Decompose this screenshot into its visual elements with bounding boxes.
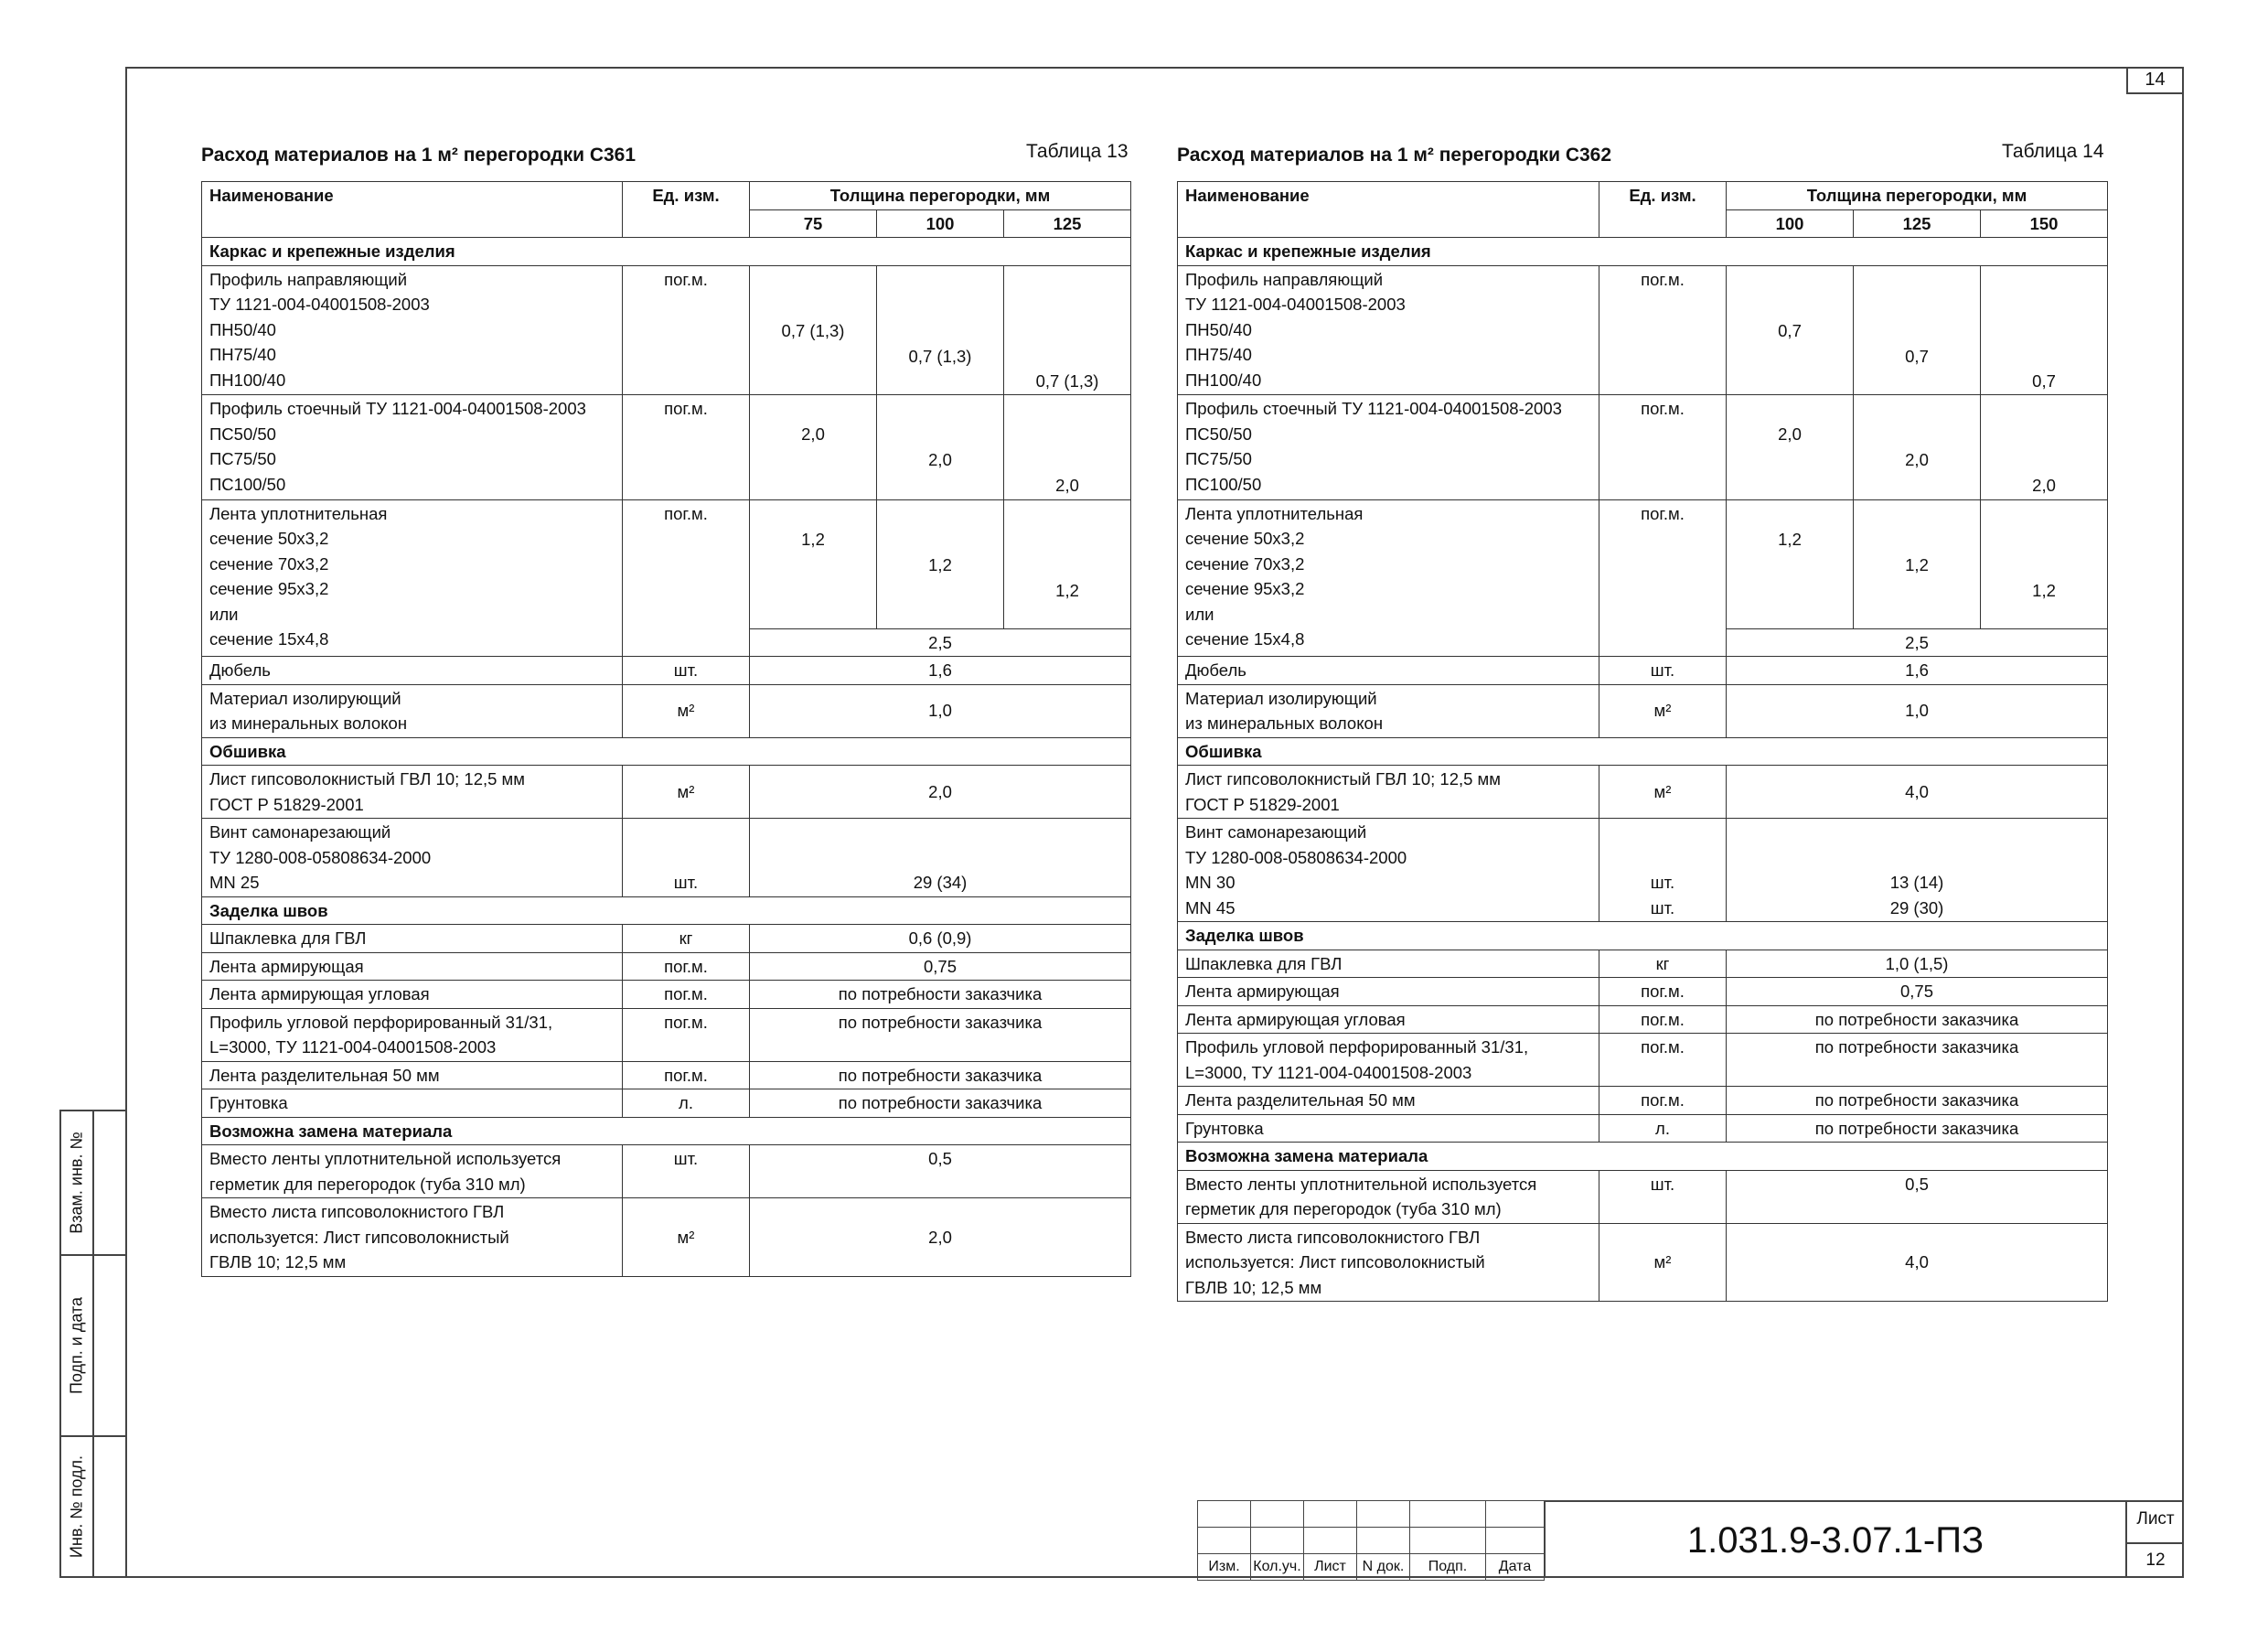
t14-r7-unit: шт. шт. <box>1599 819 1727 922</box>
side-label-1: Взам. инв. № <box>67 1132 86 1234</box>
t13-section: Заделка швов <box>202 896 1131 925</box>
side-cell-1 <box>59 1110 125 1256</box>
top-sheet-number: 14 <box>2126 67 2184 94</box>
t13-r9-unit: пог.м. <box>623 952 750 981</box>
side-stamp <box>59 1110 125 1578</box>
document-code: 1.031.9-3.07.1-ПЗ <box>1544 1500 2125 1578</box>
t13-col-2: 100 <box>877 209 1004 238</box>
t13-r15-unit: м² <box>623 1198 750 1277</box>
t14-r2-v1: 2,0 <box>1727 395 1854 500</box>
t14-r15-v: 4,0 <box>1727 1223 2108 1302</box>
t13-r7-v: 29 (34) <box>750 819 1131 897</box>
t14-r3-alt: 2,5 <box>1727 628 2108 657</box>
title-block <box>1197 1500 2184 1578</box>
t13-r10-v: по потребности заказчика <box>750 981 1131 1009</box>
t14-col-3: 150 <box>1981 209 2108 238</box>
side-label-3: Инв. № подл. <box>67 1454 86 1559</box>
stamp-col-list: Лист <box>1304 1554 1357 1581</box>
t14-r13-unit: л. <box>1599 1114 1727 1143</box>
t13-r2-unit: пог.м. <box>623 395 750 500</box>
t13-r13-name: Грунтовка <box>202 1089 623 1118</box>
t14-r6-name: Лист гипсоволокнистый ГВЛ 10; 12,5 мм ГОСТ Р 51829-2001 <box>1178 766 1599 819</box>
t14-h-name: Наименование <box>1178 182 1599 238</box>
t14-r14-v: 0,5 <box>1727 1170 2108 1223</box>
t13-r4-name: Дюбель <box>202 657 623 685</box>
t14-r11-v: по потребности заказчика <box>1727 1034 2108 1087</box>
t13-section: Обшивка <box>202 737 1131 766</box>
t13-r1-v1: 0,7 (1,3) <box>750 265 877 395</box>
t13-h-unit: Ед. изм. <box>623 182 750 238</box>
t14-r4-v: 1,6 <box>1727 657 2108 685</box>
t13-r5-name: Материал изолирующий из минеральных волокон <box>202 684 623 737</box>
side-cell-3 <box>59 1435 125 1578</box>
t14-r7-v: 13 (14) 29 (30) <box>1727 819 2108 922</box>
t13-r11-v: по потребности заказчика <box>750 1008 1131 1061</box>
t13-r3-v3: 1,2 <box>1004 499 1131 628</box>
sheet-number: 12 <box>2127 1542 2184 1577</box>
stamp-col-data: Дата <box>1486 1554 1545 1581</box>
t14-r2-unit: пог.м. <box>1599 395 1727 500</box>
t14-section: Каркас и крепежные изделия <box>1178 238 2108 266</box>
t13-r11-unit: пог.м. <box>623 1008 750 1061</box>
t14-r10-unit: пог.м. <box>1599 1005 1727 1034</box>
t13-section: Возможна замена материала <box>202 1117 1131 1145</box>
t14-r6-unit: м² <box>1599 766 1727 819</box>
t13-r7-name: Винт самонарезающий ТУ 1280-008-05808634-2000 MN 25 <box>202 819 623 897</box>
side-label-2: Подп. и дата <box>67 1296 86 1395</box>
t14-r10-v: по потребности заказчика <box>1727 1005 2108 1034</box>
t13-r3-v1: 1,2 <box>750 499 877 628</box>
t14-r1-unit: пог.м. <box>1599 265 1727 395</box>
t13-section: Каркас и крепежные изделия <box>202 238 1131 266</box>
t13-h-thick: Толщина перегородки, мм <box>750 182 1131 210</box>
t13-r13-unit: л. <box>623 1089 750 1118</box>
t14-r8-name: Шпаклевка для ГВЛ <box>1178 950 1599 978</box>
t14-h-unit: Ед. изм. <box>1599 182 1727 238</box>
t14-r2-v3: 2,0 <box>1981 395 2108 500</box>
t14-section: Возможна замена материала <box>1178 1143 2108 1171</box>
t13-r3-name: Лента уплотнительная сечение 50х3,2 сечение 70х3,2 сечение 95х3,2 или сечение 15х4,8 <box>202 499 623 657</box>
stamp-grid <box>1197 1500 1545 1581</box>
t13-r8-name: Шпаклевка для ГВЛ <box>202 925 623 953</box>
t14-r3-name: Лента уплотнительная сечение 50х3,2 сечение 70х3,2 сечение 95х3,2 или сечение 15х4,8 <box>1178 499 1599 657</box>
t14-r14-unit: шт. <box>1599 1170 1727 1223</box>
t14-r8-unit: кг <box>1599 950 1727 978</box>
t14-r2-name: Профиль стоечный ТУ 1121-004-04001508-2003 ПС50/50 ПС75/50 ПС100/50 <box>1178 395 1599 500</box>
t13-r6-name: Лист гипсоволокнистый ГВЛ 10; 12,5 мм ГОСТ Р 51829-2001 <box>202 766 623 819</box>
t14-section: Заделка швов <box>1178 922 2108 950</box>
t13-r14-v: 0,5 <box>750 1145 1131 1198</box>
t13-r15-name: Вместо листа гипсоволокнистого ГВЛ используется: Лист гипсоволокнистый ГВЛВ 10; 12,5 мм <box>202 1198 623 1277</box>
table14-title: Расход материалов на 1 м² перегородки С362 <box>1177 145 1612 166</box>
t13-r7-unit: шт. <box>623 819 750 897</box>
t13-r15-v: 2,0 <box>750 1198 1131 1277</box>
t14-r3-v2: 1,2 <box>1854 499 1981 628</box>
side-cell-2 <box>59 1254 125 1437</box>
t14-r5-name: Материал изолирующий из минеральных волокон <box>1178 684 1599 737</box>
t14-r11-unit: пог.м. <box>1599 1034 1727 1087</box>
t14-r3-v3: 1,2 <box>1981 499 2108 628</box>
t13-r12-unit: пог.м. <box>623 1061 750 1089</box>
t13-r12-name: Лента разделительная 50 мм <box>202 1061 623 1089</box>
t13-col-1: 75 <box>750 209 877 238</box>
t13-r2-name: Профиль стоечный ТУ 1121-004-04001508-2003 ПС50/50 ПС75/50 ПС100/50 <box>202 395 623 500</box>
t14-r12-name: Лента разделительная 50 мм <box>1178 1087 1599 1115</box>
t14-r4-name: Дюбель <box>1178 657 1599 685</box>
table13 <box>201 181 1131 1277</box>
t14-r13-v: по потребности заказчика <box>1727 1114 2108 1143</box>
t13-r11-name: Профиль угловой перфорированный 31/31, L=3000, ТУ 1121-004-04001508-2003 <box>202 1008 623 1061</box>
t13-r3-unit: пог.м. <box>623 499 750 657</box>
t13-r9-v: 0,75 <box>750 952 1131 981</box>
t13-h-name: Наименование <box>202 182 623 238</box>
t13-r8-unit: кг <box>623 925 750 953</box>
table13-title: Расход материалов на 1 м² перегородки С361 <box>201 145 637 166</box>
t14-r1-v2: 0,7 <box>1854 265 1981 395</box>
t14-r7-name: Винт самонарезающий ТУ 1280-008-05808634-2000 MN 30 MN 45 <box>1178 819 1599 922</box>
table13-number: Таблица 13 <box>1026 141 1129 162</box>
t14-r5-v: 1,0 <box>1727 684 2108 737</box>
t13-r9-name: Лента армирующая <box>202 952 623 981</box>
t14-r9-unit: пог.м. <box>1599 978 1727 1006</box>
t14-r1-v3: 0,7 <box>1981 265 2108 395</box>
t13-r5-unit: м² <box>623 684 750 737</box>
t14-r9-v: 0,75 <box>1727 978 2108 1006</box>
t13-r10-name: Лента армирующая угловая <box>202 981 623 1009</box>
sheet-label: Лист <box>2136 1509 2175 1529</box>
t13-r13-v: по потребности заказчика <box>750 1089 1131 1118</box>
t14-r1-v1: 0,7 <box>1727 265 1854 395</box>
t14-r4-unit: шт. <box>1599 657 1727 685</box>
t13-r5-v: 1,0 <box>750 684 1131 737</box>
t13-r4-v: 1,6 <box>750 657 1131 685</box>
t14-r3-v1: 1,2 <box>1727 499 1854 628</box>
t13-col-3: 125 <box>1004 209 1131 238</box>
t14-r6-v: 4,0 <box>1727 766 2108 819</box>
t13-r10-unit: пог.м. <box>623 981 750 1009</box>
t13-r4-unit: шт. <box>623 657 750 685</box>
t14-section: Обшивка <box>1178 737 2108 766</box>
t13-r1-unit: пог.м. <box>623 265 750 395</box>
t14-r10-name: Лента армирующая угловая <box>1178 1005 1599 1034</box>
t14-r9-name: Лента армирующая <box>1178 978 1599 1006</box>
t13-r3-alt: 2,5 <box>750 628 1131 657</box>
t13-r6-unit: м² <box>623 766 750 819</box>
t13-r14-name: Вместо ленты уплотнительной используется герметик для перегородок (туба 310 мл) <box>202 1145 623 1198</box>
table14-number: Таблица 14 <box>2002 141 2104 162</box>
t14-r15-unit: м² <box>1599 1223 1727 1302</box>
t13-r2-v3: 2,0 <box>1004 395 1131 500</box>
stamp-col-ndok: N док. <box>1357 1554 1410 1581</box>
t13-r2-v2: 2,0 <box>877 395 1004 500</box>
stamp-col-koluch: Кол.уч. <box>1251 1554 1304 1581</box>
t14-r13-name: Грунтовка <box>1178 1114 1599 1143</box>
t14-r12-v: по потребности заказчика <box>1727 1087 2108 1115</box>
t13-r1-v2: 0,7 (1,3) <box>877 265 1004 395</box>
t13-r1-name: Профиль направляющий ТУ 1121-004-04001508-2003 ПН50/40 ПН75/40 ПН100/40 <box>202 265 623 395</box>
t14-r11-name: Профиль угловой перфорированный 31/31, L=3000, ТУ 1121-004-04001508-2003 <box>1178 1034 1599 1087</box>
t14-col-2: 125 <box>1854 209 1981 238</box>
t14-r1-name: Профиль направляющий ТУ 1121-004-04001508-2003 ПН50/40 ПН75/40 ПН100/40 <box>1178 265 1599 395</box>
t13-r2-v1: 2,0 <box>750 395 877 500</box>
t14-r2-v2: 2,0 <box>1854 395 1981 500</box>
t13-r6-v: 2,0 <box>750 766 1131 819</box>
t13-r12-v: по потребности заказчика <box>750 1061 1131 1089</box>
stamp-col-podp: Подп. <box>1410 1554 1486 1581</box>
t14-col-1: 100 <box>1727 209 1854 238</box>
table14 <box>1177 181 2108 1302</box>
t14-r3-unit: пог.м. <box>1599 499 1727 657</box>
t14-r8-v: 1,0 (1,5) <box>1727 950 2108 978</box>
t14-r14-name: Вместо ленты уплотнительной используется герметик для перегородок (туба 310 мл) <box>1178 1170 1599 1223</box>
t13-r14-unit: шт. <box>623 1145 750 1198</box>
t14-r5-unit: м² <box>1599 684 1727 737</box>
t14-h-thick: Толщина перегородки, мм <box>1727 182 2108 210</box>
t14-r15-name: Вместо листа гипсоволокнистого ГВЛ используется: Лист гипсоволокнистый ГВЛВ 10; 12,5 мм <box>1178 1223 1599 1302</box>
t14-r12-unit: пог.м. <box>1599 1087 1727 1115</box>
sheet-cell <box>2125 1500 2184 1578</box>
stamp-col-izm: Изм. <box>1198 1554 1251 1581</box>
t13-r8-v: 0,6 (0,9) <box>750 925 1131 953</box>
t13-r1-v3: 0,7 (1,3) <box>1004 265 1131 395</box>
t13-r3-v2: 1,2 <box>877 499 1004 628</box>
